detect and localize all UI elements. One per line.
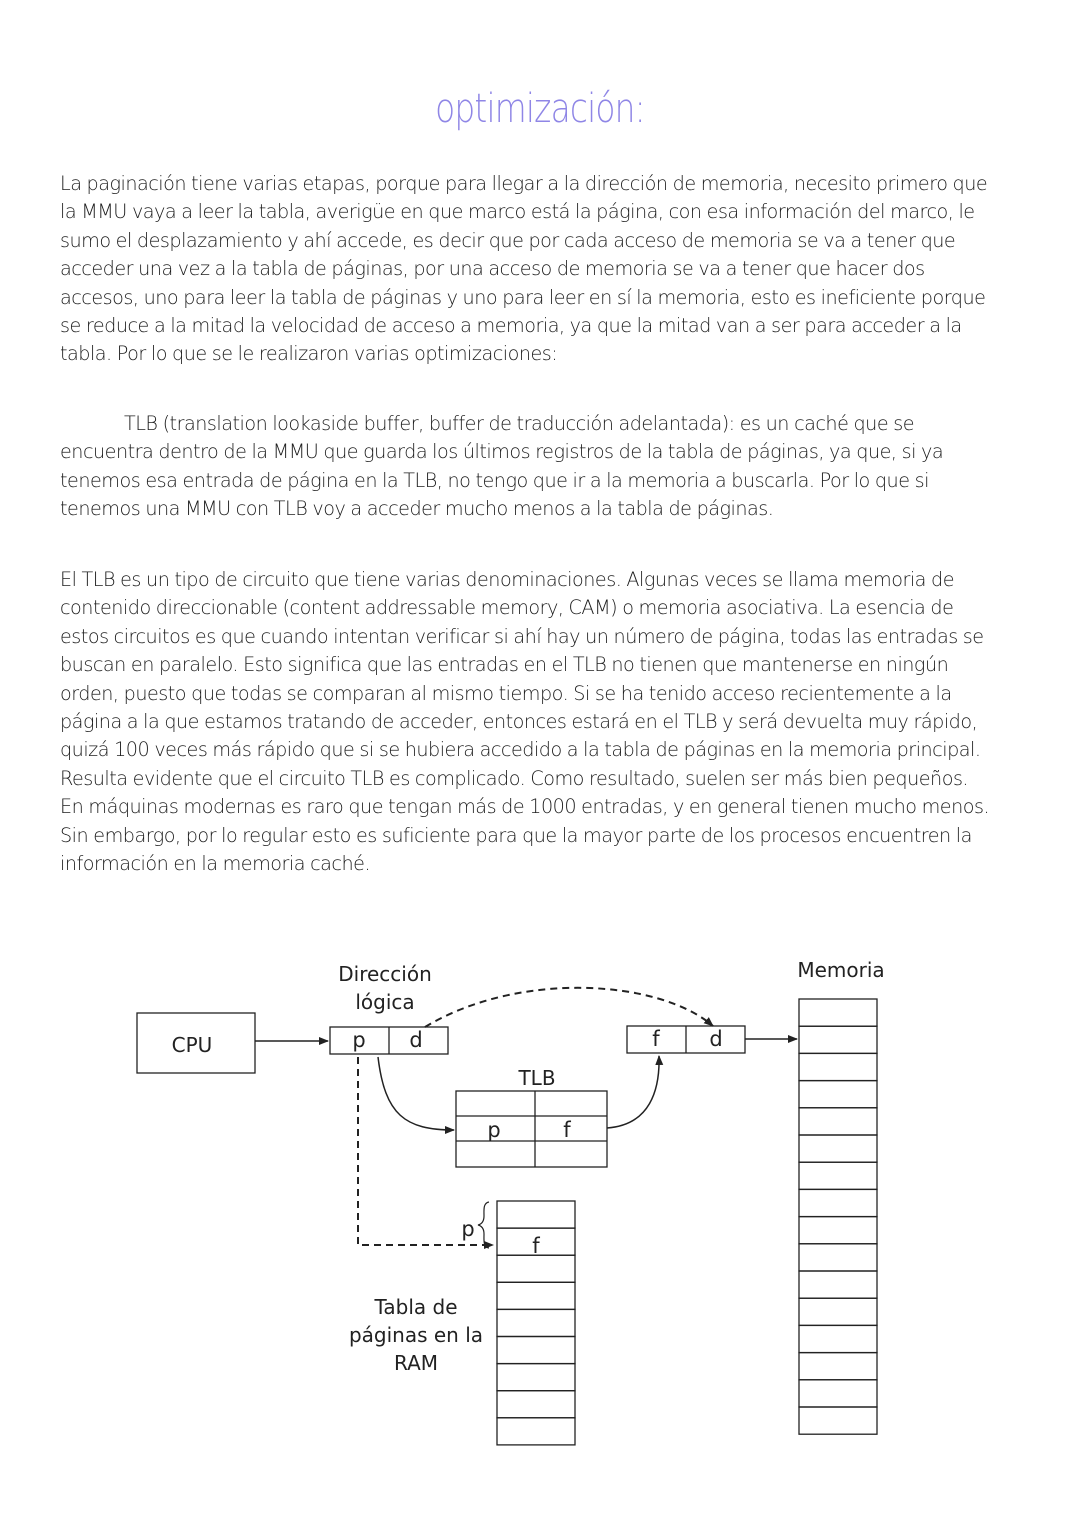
- logical-address-label-2: lógica: [355, 990, 415, 1014]
- tlb-label: TLB: [518, 1066, 556, 1090]
- memory-cell: [799, 1189, 877, 1216]
- page-table-label-1: Tabla de: [374, 1295, 458, 1319]
- page-table-cell: [497, 1255, 575, 1282]
- offset-dashed-arc: [425, 988, 713, 1027]
- memory-cell: [799, 1081, 877, 1108]
- page-table-cell: [497, 1201, 575, 1228]
- memory-cell: [799, 1271, 877, 1298]
- cpu-label: CPU: [171, 1033, 213, 1057]
- page-table-cell: [497, 1282, 575, 1309]
- memory-cell: [799, 1380, 877, 1407]
- page-table-cell: [497, 1309, 575, 1336]
- memory-cell: [799, 1407, 877, 1434]
- physical-address-box: [627, 1026, 745, 1053]
- paragraph-tlb-definition: TLB (translation lookaside buffer, buffer de traducción adelantada): es un caché que se encuentra dentro de la MMU que guarda los últimos registros de la tabla de páginas, ya que, si ya tenemos esa entrada de página en la TLB, no tengo que ir a la memoria a buscarla. Por lo que si tenemos una MMU con TLB voy a acceder mucho menos a la tabla de páginas.: [60, 412, 944, 521]
- logical-address-label-1: Dirección: [338, 962, 432, 986]
- page-title: optimización:: [435, 86, 645, 132]
- logical-address-box: [330, 1027, 448, 1054]
- tlb-table: [456, 1091, 607, 1167]
- page-table-cell: [497, 1364, 575, 1391]
- memory-cell: [799, 1217, 877, 1244]
- page-table-cell: [497, 1391, 575, 1418]
- physical-frame-field: f: [652, 1027, 660, 1051]
- memory-cell: [799, 1244, 877, 1271]
- memory-cell: [799, 1353, 877, 1380]
- page-table-label-2: páginas en la: [348, 1323, 484, 1347]
- tlb-paging-diagram: [0, 940, 1080, 1460]
- tlb-page-col: p: [487, 1118, 501, 1142]
- logical-page-field: p: [352, 1028, 366, 1052]
- page-table-index: p: [461, 1217, 475, 1241]
- page-table-cell: [497, 1418, 575, 1445]
- cpu-box: [137, 1013, 255, 1073]
- memory-cell: [799, 999, 877, 1026]
- physical-offset-field: d: [709, 1027, 723, 1051]
- page-table-label-3: RAM: [393, 1351, 439, 1375]
- memory-cell: [799, 1135, 877, 1162]
- memory-cell: [799, 1325, 877, 1352]
- page-table-brace: [478, 1202, 489, 1248]
- page-to-tlb-arrow: [378, 1057, 454, 1130]
- memory-cell: [799, 1053, 877, 1080]
- memory-cell: [799, 1026, 877, 1053]
- memory-cell: [799, 1162, 877, 1189]
- paragraph-intro: La paginación tiene varias etapas, porque para llegar a la dirección de memoria, necesito primero que la MMU vaya a leer la tabla, averigüe en que marco está la página, con esa información del marco, le sumo el desplazamiento y ahí accede, es decir que por cada acceso de memoria se va a tener que acceder una vez a la tabla de páginas, por una acceso de memoria se va a tener que hacer dos accesos, uno para leer la tabla de páginas y uno para leer en sí la memoria, esto es ineficiente porque se reduce a la mitad la velocidad de acceso a memoria, ya que la mitad van a ser para acceder a la tabla. Por lo que se le realizaron varias optimizaciones:: [60, 172, 988, 366]
- memory-cell: [799, 1108, 877, 1135]
- page-table-entry: f: [532, 1234, 540, 1258]
- page-table-cell: [497, 1337, 575, 1364]
- logical-offset-field: d: [409, 1028, 423, 1052]
- tlb-frame-col: f: [563, 1118, 571, 1142]
- memory-label: Memoria: [797, 958, 885, 982]
- paragraph-tlb-circuit: El TLB es un tipo de circuito que tiene varias denominaciones. Algunas veces se llama memoria de contenido direccionable (content addressable memory, CAM) o memoria asociativa. La esencia de estos circuitos es que cuando intentan verificar si ahí hay un número de página, todas las entradas se buscan en paralelo. Esto significa que las entradas en el TLB no tienen que mantenerse en ningún orden, puesto que todas se comparan al mismo tiempo. Si se ha tenido acceso recientemente a la página a la que estamos tratando de acceder, entonces estará en el TLB y será devuelta muy rápido, quizá 100 veces más rápido que si se hubiera accedido a la tabla de páginas en la memoria principal. Resulta evidente que el circuito TLB es complicado. Como resultado, suelen ser más bien pequeños. En máquinas modernas es raro que tengan más de 1000 entradas, y en general tienen mucho menos. Sin embargo, por lo regular esto es suficiente para que la mayor parte de los procesos encuentren la información en la memoria caché.: [60, 568, 990, 876]
- memory-column: [799, 999, 877, 1434]
- memory-cell: [799, 1298, 877, 1325]
- tlb-to-frame-arrow: [607, 1056, 659, 1128]
